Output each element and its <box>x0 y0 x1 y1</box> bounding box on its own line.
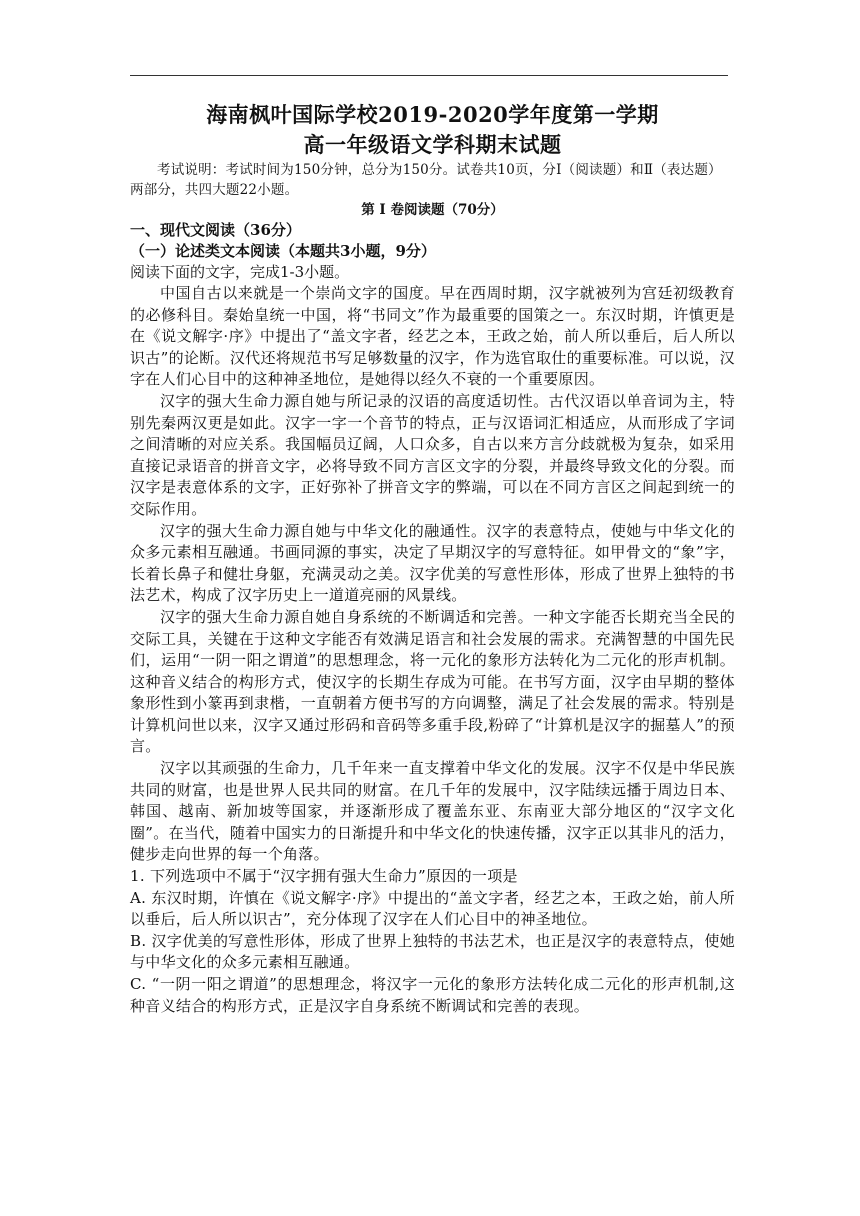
exam-title-line1: 海南枫叶国际学校2019-2020学年度第一学期 <box>206 102 659 127</box>
question-1-option-c: C. “一阴一阳之谓道”的思想理念，将汉字一元化的象形方法转化成二元化的形声机制,这种音义结合的构形方式，正是汉字自身系统不断调试和完善的表现。 <box>130 975 735 1015</box>
sub1-heading: （一）论述类文本阅读（本题共3小题，9分） <box>130 242 436 260</box>
section-title: 第 Ⅰ 卷阅读题（70分） <box>361 202 504 218</box>
exam-title-line2: 高一年级语文学科期末试题 <box>303 132 562 157</box>
passage-paragraph-3: 汉字的强大生命力源自她与中华文化的融通性。汉字的表意特点，使她与中华文化的众多元素相互融通。书画同源的事实，决定了早期汉字的写意特征。如甲骨文的“象”字，长着长鼻子和健壮身躯，充满灵动之美。汉字优美的写意性形体，形成了世界上独特的书法艺术，构成了汉字历史上一道道亮丽的风景线。 <box>130 521 735 605</box>
reading-instruction: 阅读下面的文字，完成1-3小题。 <box>130 263 350 281</box>
question-1-option-a: A. 东汉时期，许慎在《说文解字·序》中提出的“盖文字者，经艺之本，王政之始，前人所以垂后，后人所以识古”，充分体现了汉字在人们心目中的神圣地位。 <box>130 888 735 929</box>
header-rule <box>130 75 728 76</box>
question-1-stem: 1. 下列选项中不属于“汉字拥有强大生命力”原因的一项是 <box>130 867 518 886</box>
passage-paragraph-1: 中国自古以来就是一个崇尚文字的国度。早在西周时期，汉字就被列为宫廷初级教育的必修科目。秦始皇统一中国，将“书同文”作为最重要的国策之一。东汉时期，许慎更是在《说文解字·序》中提出了“盖文字者，经艺之本，王政之始，前人所以垂后，后人所以识古”的论断。汉代还将规范书写足够数量的汉字，作为选官取仕的重要标准。可以说，汉字在人们心目中的这种神圣地位，是她得以经久不衰的一个重要原因。 <box>130 284 735 389</box>
passage-paragraph-5: 汉字以其顽强的生命力，几千年来一直支撑着中华文化的发展。汉字不仅是中华民族共同的财富，也是世界人民共同的财富。在几千年的发展中，汉字陆续远播于周边日本、韩国、越南、新加坡等国家，并逐渐形成了覆盖东亚、东南亚大部分地区的“汉字文化圈”。在当代，随着中国实力的日渐提升和中华文化的快速传播，汉字正以其非凡的活力，健步走向世界的每一个角落。 <box>130 759 735 864</box>
part1-heading: 一、现代文阅读（36分） <box>130 221 301 239</box>
passage-paragraph-2: 汉字的强大生命力源自她与所记录的汉语的高度适切性。古代汉语以单音词为主，特别先秦两汉更是如此。汉字一字一个音节的特点，正与汉语词汇相适应，从而形成了字词之间清晰的对应关系。我国幅员辽阔，人口众多，自古以来方言分歧就极为复杂，如采用直接记录语音的拼音文字，必将导致不同方言区文字的分裂，并最终导致文化的分裂。而汉字是表意体系的文字，正好弥补了拼音文字的弊端，可以在不同方言区之间起到统一的交际作用。 <box>130 391 735 518</box>
question-1-option-b: B. 汉字优美的写意性形体，形成了世界上独特的书法艺术，也正是汉字的表意特点，使她与中华文化的众多元素相互融通。 <box>130 931 735 972</box>
exam-note: 考试说明：考试时间为150分钟，总分为150分。试卷共10页，分Ⅰ（阅读题）和Ⅱ（表达题）两部分，共四大题22小题。 <box>130 162 722 198</box>
exam-page <box>130 100 735 1017</box>
passage-paragraph-4: 汉字的强大生命力源自她自身系统的不断调适和完善。一种文字能否长期充当全民的交际工具，关键在于这种文字能否有效满足语言和社会发展的需求。充满智慧的中国先民们，运用“一阴一阳之谓道”的思想理念，将一元化的象形方法转化为二元化的形声机制。这种音义结合的构形方式，使汉字的长期生存成为可能。在书写方面，汉字由早期的整体象形性到小篆再到隶楷，一直朝着方便书写的方向调整，满足了社会发展的需求。特别是计算机问世以来，汉字又通过形码和音码等多重手段,粉碎了“计算机是汉字的掘墓人”的预言。 <box>130 607 735 756</box>
